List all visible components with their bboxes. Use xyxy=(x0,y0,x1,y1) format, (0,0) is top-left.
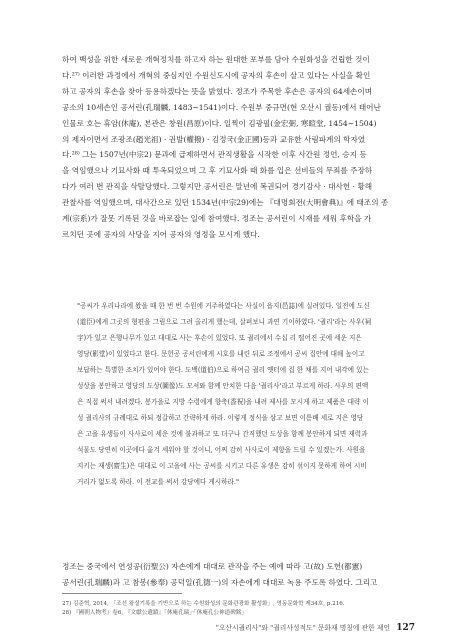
body-paragraph xyxy=(62,52,414,243)
block-quote xyxy=(77,298,413,490)
body-line: 다.²⁷⁾ 이러한 과정에서 개혁의 중심지인 수원신도시에 공자의 후손이 살고 있다는 사실을 확인 xyxy=(62,70,371,80)
closing-paragraph xyxy=(62,559,414,591)
body-line: 을 역임했으나 기묘사화 때 투옥되었으며 그 후 기묘사화 때 화를 입은 선비들의 무죄를 주장하 xyxy=(62,166,373,176)
footnote-27: 27) 김준혁, 2014, 「조선 왕실기록을 기반으로 하는 수원화성의 문화관광화 활성화」, 영동문화학 제34호, p.216. xyxy=(62,601,345,607)
body-line: 다가 여러 번 관직을 삭탈당했다. 그렇지만 공서린은 말년에 복권되어 경기감사 · 대사헌 · 황해 xyxy=(62,182,373,192)
body-line: 인물로 호는 휴암(休庵), 본관은 창원(昌原)이다. 일찍이 김광필(金宏弼, 寒暄堂, 1454~1504) xyxy=(62,118,377,128)
quote-line: 성상을 봉안하고 영당의 도상(圖像)도 모셔와 함께 안치한 다음 '궐리사'라고 부르게 하라. 사우의 편액 xyxy=(77,382,369,390)
quote-line: "공씨가 우리나라에 왔을 때 한 번 번 수원에 거주하였다는 사실이 읍지(邑誌)에 실려있다. 일전에 도신 xyxy=(77,302,370,310)
footnotes xyxy=(62,600,414,618)
body-line: 공소의 10세손인 공서린(孔瑞麟, 1483~1541)이다. 수원부 중규면(현 오산시 궐동)에서 태어난 xyxy=(62,102,381,112)
page-number: 127 xyxy=(396,623,415,633)
footnote-divider xyxy=(62,593,182,594)
quote-line: 은 직접 써서 내려겠다. 봉가을로 지방 수령에게 향축(香祝)을 내려 제사를 모시게 하고 제품은 대략 이 xyxy=(77,398,369,406)
quote-line: (道臣)에게 그곳의 형편을 그림으로 그려 올리게 했는데, 살펴보니 과연 기이하였다. '궐리'라는 사우(祠 xyxy=(77,318,372,326)
body-line: 하고 공자의 후손을 찾아 등용하겠다는 뜻을 밝혔다. 정조가 주목한 후손은 공자의 64세손이며 xyxy=(62,86,373,96)
quote-line: 보답하는 특별한 조치가 있어야 한다. 도백(道伯)으로 하여금 궐리 옛터에 집 한 채를 지어 내각에 있는 xyxy=(77,366,369,374)
body-line: 관찰사를 역임했으며, 대사간으로 있던 1534년(中宗29)에는 『대명회전(大明會典)』에 태조의 종 xyxy=(62,198,389,208)
body-line: 다.²⁸⁾ 그는 1507년(中宗2) 문과에 급제하면서 관직생활을 시작한 이후 사간원 정언, 승지 등 xyxy=(62,150,367,160)
quote-line: 은 고을 유생들이 사사로이 세운 것에 불과하고 또 더구나 간직했던 도상을 함께 봉안하게 되면 재력과 xyxy=(77,430,368,438)
body-line: 의 제자이면서 조광조(趙光祖) · 권발(權撥) · 김정국(金正國)등과 교유한 사림파계의 학자였 xyxy=(62,134,366,144)
quote-line: 지키는 재생(齋生)은 대대로 이 고을에 사는 공씨를 시키고 다른 유생은 감히 섞이지 못하게 하여 시비 xyxy=(77,462,367,470)
running-title: "오산시궐리사"와 "궐리사성적도" 문화재 명칭에 관한 제언 xyxy=(215,624,391,632)
quote-line: 거리가 없도록 하라. 이 전교를 써서 강당에다 게시하라." xyxy=(77,478,240,486)
closing-line: 공서린(孔瑞麟)과 고 참봉(參奉) 공덕일(孔德一)의 자손에게 대대로 녹용 주도록 하였다. 그리고 xyxy=(62,578,378,587)
quote-line: 석물도 당연히 이곳에다 옮겨 세워야 할 것이니, 어찌 감히 사사로이 제향을 드릴 수 있겠는가. 사원을 xyxy=(77,446,366,454)
body-line: 르치던 곳에 공자의 사당을 지어 공자의 영정을 모시게 했다. xyxy=(62,229,260,239)
body-line: 하여 백성을 위한 새로운 개혁정치를 하고자 하는 원대한 포부를 담아 수원화성을 건립한 것이 xyxy=(62,55,370,64)
closing-line: 정조는 중국에서 연성공(衍聖公) 자손에게 대대로 관작을 주는 예에 따라 고(故) 도헌(都憲) xyxy=(62,562,363,571)
body-line: 계(宗系)가 잘못 기록된 것을 바로잡는 일에 참여했다. 정조는 공서린이 시재를 세워 후학을 가 xyxy=(62,214,372,224)
quote-line: 宇)가 있고 은행나무가 있고 대대로 사는 후손이 있었다. 또 궐리에서 수십 리 떨어진 곳에 세운 지은 xyxy=(77,334,362,342)
footnote-28: 28) 『國朝人物考』卷6, 『文獻公遺蹟』「休庵孔瑞」·「休庵孔公神道碑銘」 xyxy=(62,610,247,616)
running-footer xyxy=(216,622,415,633)
quote-line: 영당(影堂)이 있었다고 한다. 문헌공 공서린에게 시호를 내린 뒤로 조정에서 공씨 집안에 대해 높이고 xyxy=(77,350,365,358)
quote-line: 성 궐리사의 규례대로 하되 정갈하고 간략하게 하라. 이렇게 정식을 삼고 보면 이튿배 세로 지은 영당 xyxy=(77,414,364,422)
